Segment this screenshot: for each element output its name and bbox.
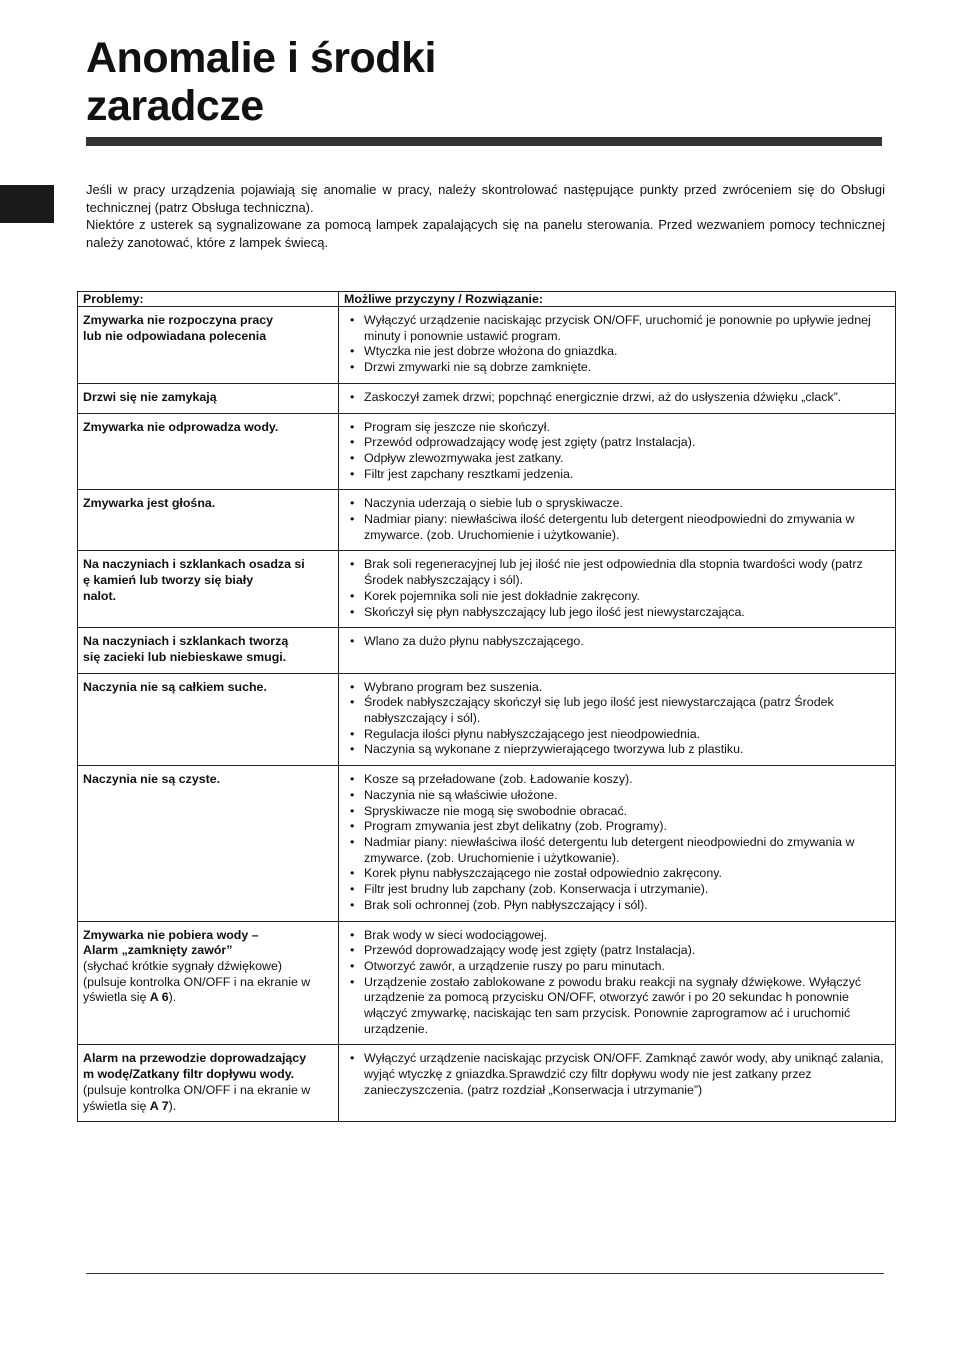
table-row	[78, 307, 896, 384]
solution-item: • Odpływ zlewozmywaka jest zatkany.	[350, 451, 890, 467]
header-problems: Problemy:	[78, 292, 339, 307]
solution-item: • Wyłączyć urządzenie naciskając przycisk ON/OFF. Zamknąć zawór wody, aby uniknąć zalania, wyjąć wtyczkę z gniazdka.Sprawdzić czy filtr dopływu wody nie jest zatkany przez zanieczyszczenia. (patrz rozdział „Konserwacja i utrzymanie”)	[350, 1051, 890, 1098]
problem-text: Alarm na przewodzie doprowadzający	[83, 1051, 307, 1066]
problem-cell	[78, 628, 339, 673]
problem-note: yświetla się A 6).	[83, 990, 177, 1005]
solution-list	[344, 420, 890, 483]
page-title	[86, 34, 436, 130]
problem-text: Drzwi się nie zamykają	[83, 389, 217, 404]
problem-cell	[78, 551, 339, 628]
problem-text: Zmywarka nie odprowadza wody.	[83, 419, 279, 434]
solution-item: • Otworzyć zawór, a urządzenie ruszy po paru minutach.	[350, 959, 890, 975]
solution-item: • Korek płynu nabłyszczającego nie został odpowiednio zakręcony.	[350, 866, 890, 882]
solution-item: • Brak wody w sieci wodociągowej.	[350, 928, 890, 944]
problem-text: Naczynia nie są całkiem suche.	[83, 679, 267, 694]
table-row	[78, 383, 896, 413]
solution-list	[344, 313, 890, 376]
solution-cell	[339, 490, 896, 551]
problem-cell	[78, 673, 339, 766]
solution-item: • Spryskiwacze nie mogą się swobodnie obracać.	[350, 804, 890, 820]
solution-item: • Program się jeszcze nie skończył.	[350, 420, 890, 436]
section-tab-marker	[0, 185, 54, 223]
solution-cell	[339, 1045, 896, 1122]
intro-paragraph-1: Jeśli w pracy urządzenia pojawiają się anomalie w pracy, należy skontrolować następujące punkty przed zwróceniem się do Obsługi technicznej (patrz Obsługa techniczna).	[86, 182, 885, 215]
solution-item: • Skończył się płyn nabłyszczający lub jego ilość jest niewystarczająca.	[350, 605, 890, 621]
problem-cell	[78, 413, 339, 490]
problem-text: lub nie odpowiadana polecenia	[83, 328, 267, 343]
solution-cell	[339, 628, 896, 673]
page-title-line-1: Anomalie i środki	[86, 34, 436, 82]
table-row	[78, 490, 896, 551]
solution-item: • Zaskoczył zamek drzwi; popchnąć energicznie drzwi, aż do usłyszenia dźwięku „clack”.	[350, 390, 890, 406]
title-underline-bar	[86, 137, 882, 146]
table-row	[78, 1045, 896, 1122]
solution-item: • Przewód odprowadzający wodę jest zgięty (patrz Instalacja).	[350, 435, 890, 451]
problem-note: (pulsuje kontrolka ON/OFF i na ekranie w	[83, 1082, 311, 1097]
table-header-row	[78, 292, 896, 307]
solution-cell	[339, 413, 896, 490]
problem-text: się zacieki lub niebieskawe smugi.	[83, 649, 287, 664]
solution-cell	[339, 766, 896, 921]
troubleshooting-table	[77, 291, 896, 1122]
solution-list	[344, 928, 890, 1038]
problem-text: ę kamień lub tworzy się biały	[83, 573, 254, 588]
intro-paragraph-2: Niektóre z usterek są sygnalizowane za pomocą lampek zapalających się na panelu sterowania. Przed wezwaniem pomocy technicznej należy zanotować, które z lampek świecą.	[86, 217, 885, 250]
solution-item: • Naczynia uderzają o siebie lub o spryskiwacze.	[350, 496, 890, 512]
table-body	[78, 307, 896, 1122]
solution-item: • Kosze są przeładowane (zob. Ładowanie koszy).	[350, 772, 890, 788]
solution-item: • Wyłączyć urządzenie naciskając przycisk ON/OFF, uruchomić je ponownie po upływie jednej minuty i ponownie ustawić program.	[350, 313, 890, 344]
intro-text	[86, 181, 885, 251]
page-title-line-2: zaradcze	[86, 82, 264, 130]
problem-note: yświetla się A 7).	[83, 1098, 177, 1113]
table-row	[78, 921, 896, 1045]
table-row	[78, 413, 896, 490]
solution-list	[344, 634, 890, 650]
solution-item: • Naczynia nie są właściwie ułożone.	[350, 788, 890, 804]
problem-cell	[78, 1045, 339, 1122]
solution-item: • Program zmywania jest zbyt delikatny (zob. Programy).	[350, 819, 890, 835]
solution-list	[344, 1051, 890, 1098]
solution-list	[344, 496, 890, 543]
solution-item: • Wtyczka nie jest dobrze włożona do gniazdka.	[350, 344, 890, 360]
solution-item: • Brak soli ochronnej (zob. Płyn nabłyszczający i sól).	[350, 898, 890, 914]
solution-item: • Urządzenie zostało zablokowane z powodu braku reakcji na sygnały dźwiękowe. Wyłączyć urządzenie za pomocą przycisku ON/OFF, otworzyć zawór i po 20 sekundac h ponownie włączyć zmywarkę, naciskając ten sam przycisk. Ponownie zaprogramow ać i uruchomić urządzenie.	[350, 975, 890, 1038]
solution-list	[344, 680, 890, 759]
solution-list	[344, 772, 890, 913]
table-row	[78, 673, 896, 766]
solution-item: • Środek nabłyszczający skończył się lub jego ilość jest niewystarczająca (patrz Środek nabłyszczający i sól).	[350, 695, 890, 726]
error-code: A 7	[149, 1098, 169, 1113]
solution-item: • Filtr jest brudny lub zapchany (zob. Konserwacja i utrzymanie).	[350, 882, 890, 898]
solution-cell	[339, 673, 896, 766]
table-row	[78, 551, 896, 628]
solution-item: • Filtr jest zapchany resztkami jedzenia.	[350, 467, 890, 483]
problem-note: (słychać krótkie sygnały dźwiękowe)	[83, 958, 283, 973]
error-code: A 6	[149, 990, 169, 1005]
table-row	[78, 766, 896, 921]
problem-cell	[78, 383, 339, 413]
solution-item: • Nadmiar piany: niewłaściwa ilość detergentu lub detergent nieodpowiedni do zmywania w zmywarce. (zob. Uruchomienie i użytkowanie).	[350, 512, 890, 543]
solution-list	[344, 557, 890, 620]
solution-item: • Korek pojemnika soli nie jest dokładnie zakręcony.	[350, 589, 890, 605]
problem-text: Zmywarka nie pobiera wody –	[83, 927, 259, 942]
problem-text: Naczynia nie są czyste.	[83, 772, 221, 787]
solution-item: • Przewód doprowadzający wodę jest zgięty (patrz Instalacja).	[350, 943, 890, 959]
solution-cell	[339, 383, 896, 413]
solution-list	[344, 390, 890, 406]
solution-item: • Regulacja ilości płynu nabłyszczającego jest nieodpowiednia.	[350, 727, 890, 743]
problem-cell	[78, 490, 339, 551]
problem-text: Na naczyniach i szklankach tworzą	[83, 634, 289, 649]
problem-text: Zmywarka jest głośna.	[83, 496, 216, 511]
header-causes-solutions: Możliwe przyczyny / Rozwiązanie:	[339, 292, 896, 307]
solution-item: • Wlano za dużo płynu nabłyszczającego.	[350, 634, 890, 650]
problem-text: m wodę/Zatkany filtr dopływu wody.	[83, 1067, 295, 1082]
solution-item: • Wybrano program bez suszenia.	[350, 680, 890, 696]
problem-note: (pulsuje kontrolka ON/OFF i na ekranie w	[83, 974, 311, 989]
solution-item: • Naczynia są wykonane z nieprzywierającego tworzywa lub z plastiku.	[350, 742, 890, 758]
problem-text: nalot.	[83, 588, 117, 603]
problem-cell	[78, 307, 339, 384]
solution-cell	[339, 551, 896, 628]
solution-item: • Nadmiar piany: niewłaściwa ilość detergentu lub detergent nieodpowiedni do zmywania w zmywarce. (zob. Uruchomienie i użytkowanie).	[350, 835, 890, 866]
solution-item: • Brak soli regeneracyjnej lub jej ilość nie jest odpowiednia dla stopnia twardości wody (patrz Środek nabłyszczający i sól).	[350, 557, 890, 588]
problem-text: Alarm „zamknięty zawór”	[83, 943, 233, 958]
problem-cell	[78, 766, 339, 921]
problem-cell	[78, 921, 339, 1045]
problem-text: Na naczyniach i szklankach osadza si	[83, 557, 305, 572]
footer-rule	[86, 1273, 884, 1274]
table-row	[78, 628, 896, 673]
solution-cell	[339, 307, 896, 384]
problem-text: Zmywarka nie rozpoczyna pracy	[83, 313, 274, 327]
solution-item: • Drzwi zmywarki nie są dobrze zamknięte.	[350, 360, 890, 376]
solution-cell	[339, 921, 896, 1045]
